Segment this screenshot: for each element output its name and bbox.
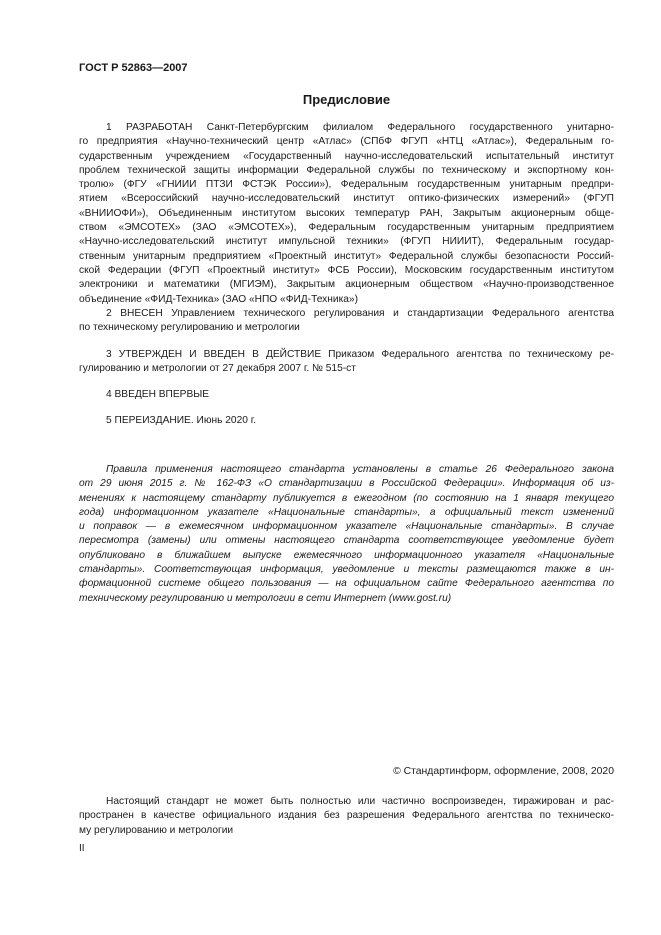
text-line: проблем технической защиты информации Федеральной службы по техническому и экспортному кон- [79, 164, 614, 176]
text-line: ской Федерации (ФГУП «Проектный институт» ФСБ России), Московским государственным институтом [79, 264, 614, 276]
text-line: по техническому регулированию и метрологии [79, 322, 300, 334]
text-line: ятием «Всероссийский научно-исследовательский институт оптико-физических измерений» (ФГУП [79, 193, 614, 205]
text-line: тролю» (ФГУ «ГНИИИ ПТЗИ ФСТЭК России»), Федеральным государственным унитарным предпри- [79, 179, 614, 191]
text-line: техническому регулированию и метрологии в сети Интернет (www.gost.ru) [79, 592, 452, 604]
document-code: ГОСТ Р 52863—2007 [79, 62, 188, 74]
text-line: Настоящий стандарт не может быть полностью или частично воспроизведен, тиражирован и рас- [106, 796, 614, 807]
text-line: пространен в качестве официального издания без разрешения Федерального агентства по техническо- [79, 810, 614, 822]
page-title: Предисловие [302, 92, 391, 107]
section-3-approved [79, 348, 614, 377]
section-1-developed [79, 121, 614, 307]
text-line: 4 ВВЕДЕН ВПЕРВЫЕ [106, 389, 210, 400]
text-line: 2 ВНЕСЕН Управлением технического регулирования и стандартизации Федерального агентства [106, 308, 614, 319]
text-line: пересмотра (замены) или отмены настоящего стандарта соответствующее уведомление будет [79, 535, 614, 547]
text-line: электроники и математики (МГИЭМ), Закрытым акционерным обществом «Научно-производственное [79, 279, 614, 291]
text-line: му регулированию и метрологии [79, 824, 234, 836]
page-number: II [79, 843, 85, 854]
section-4-introduced [79, 388, 614, 402]
text-line: ственным унитарным предприятием «Проектный институт» Федеральной службы безопасности Россий- [79, 250, 614, 262]
text-line: формационной системе общего пользования — на официальном сайте Федерального агентства по [79, 578, 614, 590]
text-line: и поправок — в ежемесячном информационном указателе «Национальные стандарты». В случае [79, 521, 614, 533]
text-line: «ВНИИОФИ»), Объединенным институтом высоких температур РАН, Закрытым акционерным обще- [79, 207, 614, 219]
text-line: Правила применения настоящего стандарта установлены в статье 26 Федерального закона [106, 464, 614, 475]
text-line: объединение «ФИД-Техника» (ЗАО «НПО «ФИД-Техника») [79, 293, 358, 305]
reproduction-notice [79, 795, 614, 838]
text-line: 1 РАЗРАБОТАН Санкт-Петербургским филиалом Федерального государственного унитарно- [106, 122, 614, 133]
text-line: 3 УТВЕРЖДЕН И ВВЕДЕН В ДЕЙСТВИЕ Приказом Федерального агентства по техническому ре- [106, 349, 614, 360]
text-line: менениях к настоящему стандарту публикуется в ежегодном (по состоянию на 1 января текущего [79, 492, 614, 504]
text-line: ством «ЭМСОТЕХ» (ЗАО «ЭМСОТЕХ»), Федеральным государственным унитарным предприятием [79, 222, 614, 234]
text-line: го предприятия «Научно-технический центр «Атлас» (СПбФ ФГУП «НТЦ «Атлас»), Федеральным го- [79, 136, 614, 148]
text-line: 5 ПЕРЕИЗДАНИЕ. Июнь 2020 г. [106, 415, 257, 426]
text-line: стандарты». Соответствующая информация, уведомление и тексты размещаются также в ин- [79, 564, 614, 576]
text-line: сударственным учреждением «Государственный научно-исследовательский испытательный институт [79, 150, 614, 162]
section-2-submitted [79, 307, 614, 336]
text-line: от 29 июня 2015 г. № 162-ФЗ «О стандартизации в Российской Федерации». Информация об из- [79, 478, 614, 490]
text-line: опубликовано в ближайшем выпуске ежемесячного информационного указателя «Национальные [79, 549, 614, 561]
section-5-reissue [79, 414, 614, 428]
copyright-line: © Стандартинформ, оформление, 2008, 2020 [393, 766, 614, 777]
application-rules-notice [79, 463, 614, 606]
text-line: года) информационном указателе «Национальные стандарты», а официальный текст изменений [79, 506, 614, 518]
text-line: гулированию и метрологии от 27 декабря 2007 г. № 515-ст [79, 363, 356, 375]
text-line: «Научно-исследовательский институт импульсной техники» (ФГУП НИИИТ), Федеральным государ- [79, 236, 614, 248]
